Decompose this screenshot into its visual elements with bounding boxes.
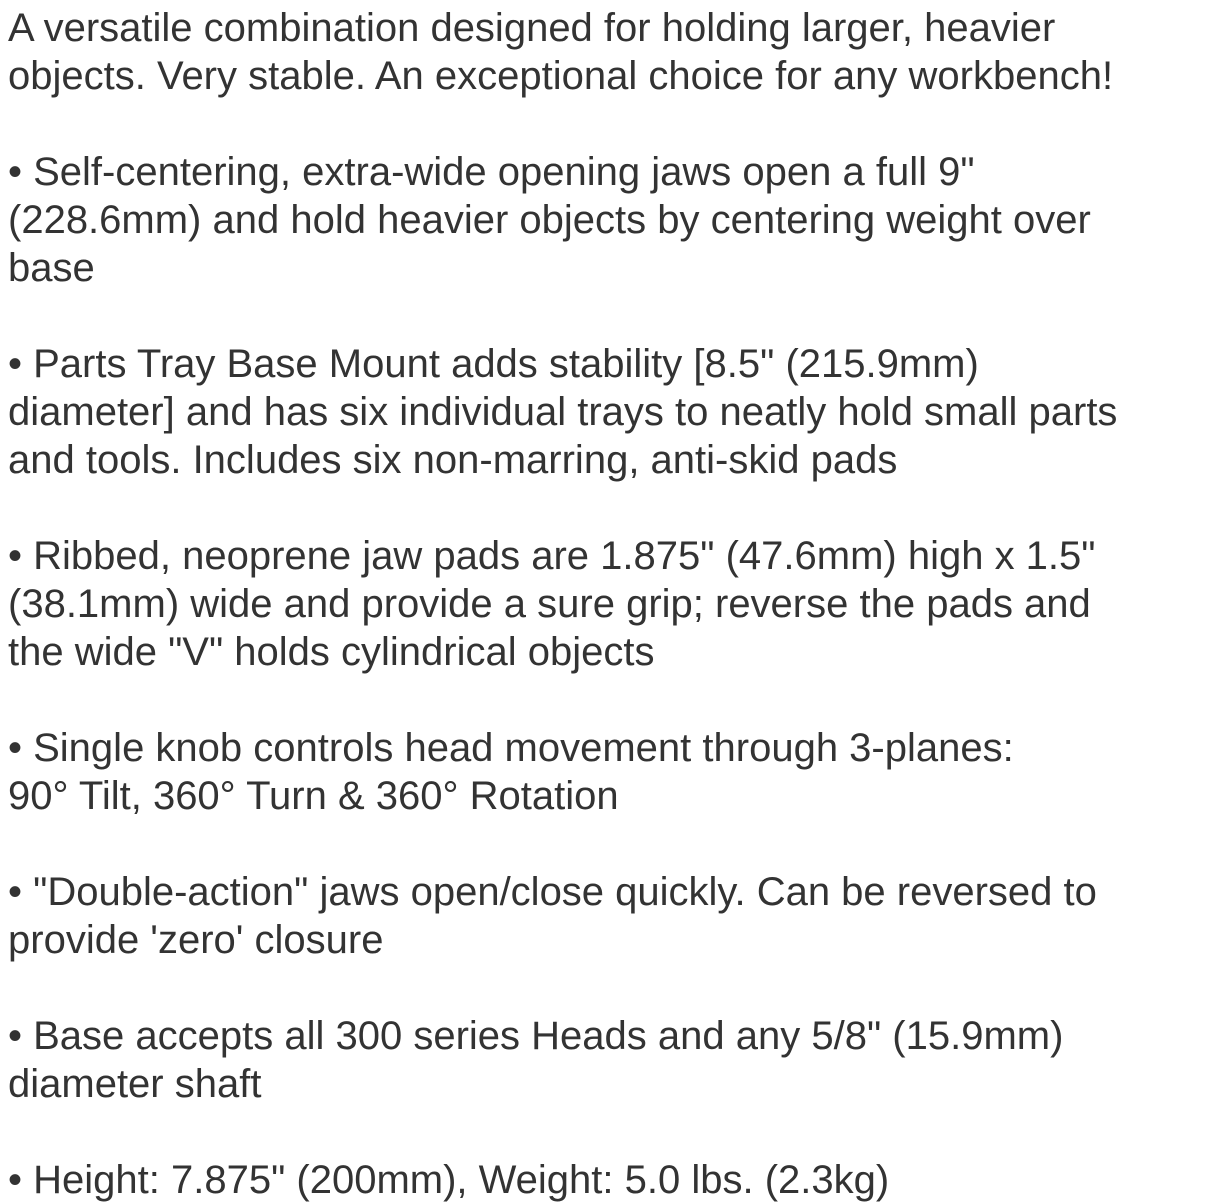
bullet-item-jaw-pads	[8, 532, 1210, 676]
text-line: • "Double-action" jaws open/close quickly. Can be reversed to	[8, 870, 1097, 914]
text-line: • Self-centering, extra-wide opening jaws open a full 9"	[8, 150, 975, 194]
text-line: • Base accepts all 300 series Heads and any 5/8" (15.9mm)	[8, 1014, 1064, 1058]
text-line: (228.6mm) and hold heavier objects by centering weight over	[8, 198, 1091, 242]
text-line: (38.1mm) wide and provide a sure grip; reverse the pads and	[8, 582, 1091, 626]
text-line: provide 'zero' closure	[8, 918, 384, 962]
text-line: • Single knob controls head movement through 3-planes:	[8, 726, 1014, 770]
text-line: diameter shaft	[8, 1062, 262, 1106]
bullet-item-parts-tray	[8, 340, 1210, 484]
intro-paragraph	[8, 4, 1210, 100]
bullet-item-dimensions	[8, 1156, 1210, 1204]
text-line: diameter] and has six individual trays to neatly hold small parts	[8, 390, 1118, 434]
bullet-item-double-action	[8, 868, 1210, 964]
text-line: the wide "V" holds cylindrical objects	[8, 630, 655, 674]
bullet-item-base	[8, 1012, 1210, 1108]
text-line: base	[8, 246, 95, 290]
bullet-item-jaws	[8, 148, 1210, 292]
text-line: • Ribbed, neoprene jaw pads are 1.875" (47.6mm) high x 1.5"	[8, 534, 1096, 578]
text-line: 90° Tilt, 360° Turn & 360° Rotation	[8, 774, 619, 818]
text-line: • Height: 7.875" (200mm), Weight: 5.0 lbs. (2.3kg)	[8, 1158, 890, 1202]
text-line: A versatile combination designed for holding larger, heavier	[8, 6, 1056, 50]
text-line: and tools. Includes six non-marring, anti-skid pads	[8, 438, 898, 482]
bullet-item-knob	[8, 724, 1210, 820]
text-line: objects. Very stable. An exceptional choice for any workbench!	[8, 54, 1114, 98]
text-line: • Parts Tray Base Mount adds stability [8.5" (215.9mm)	[8, 342, 979, 386]
